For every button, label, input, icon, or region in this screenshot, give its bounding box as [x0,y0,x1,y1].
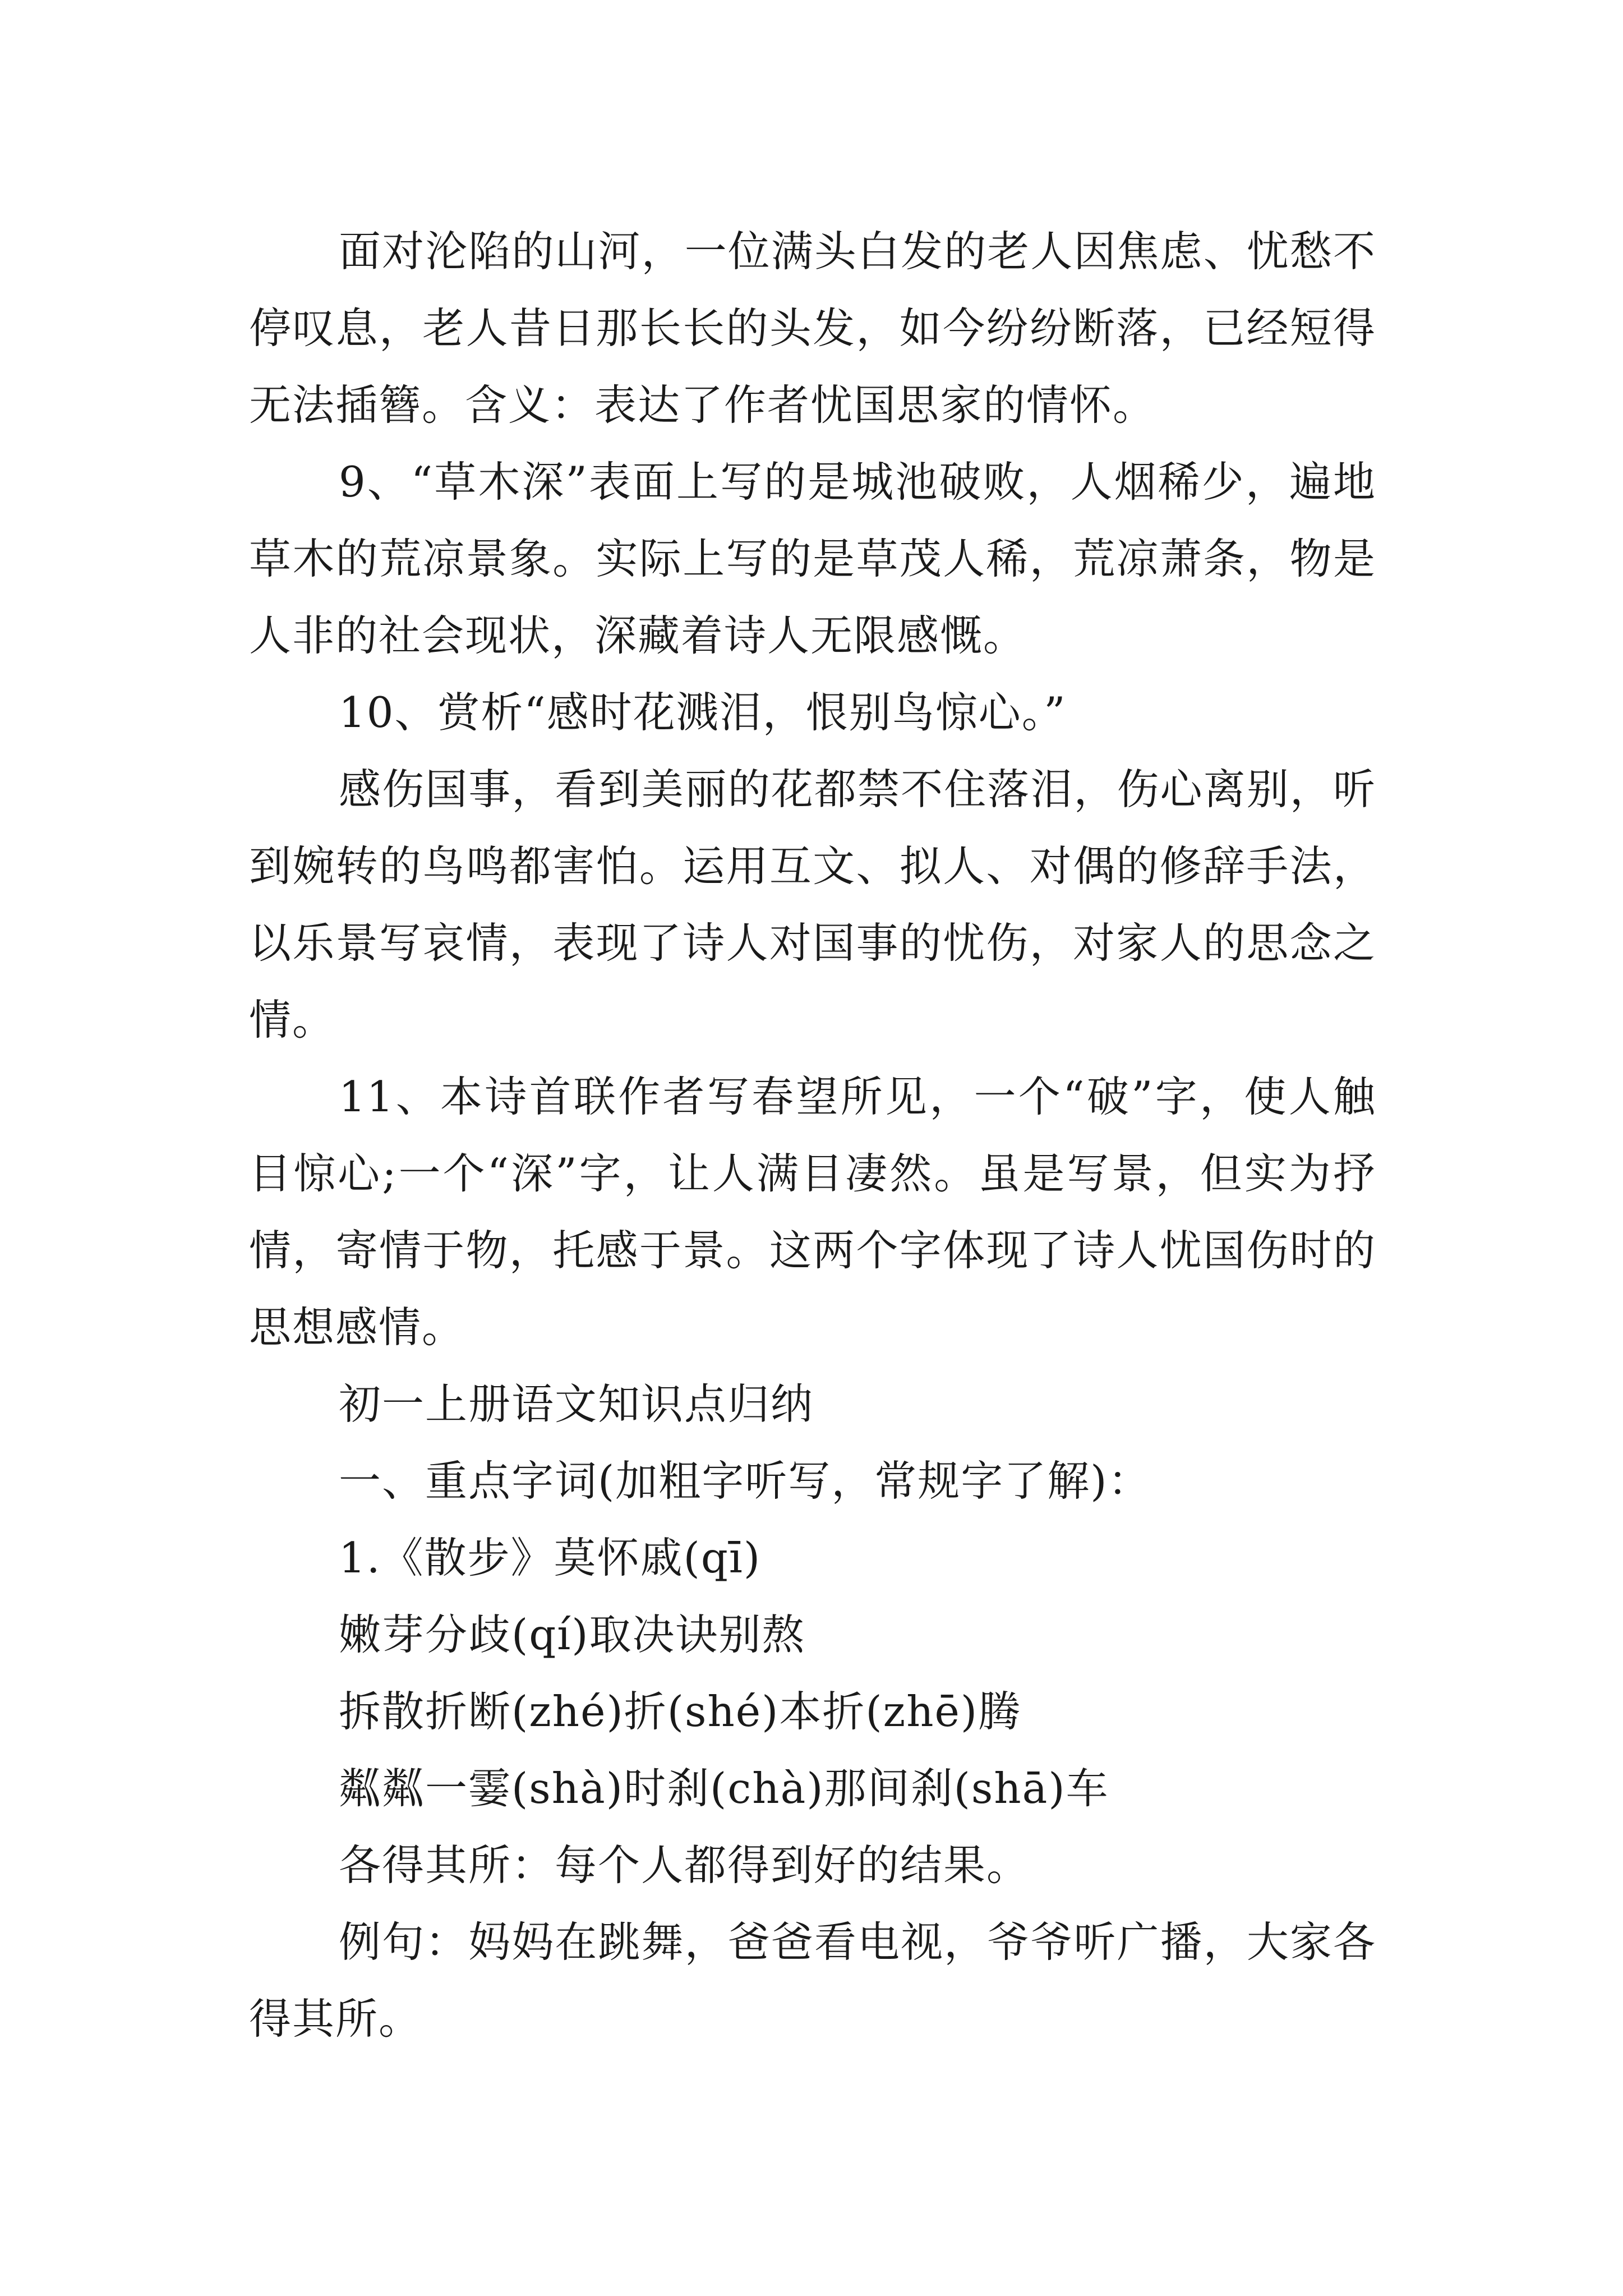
paragraph-item-10-heading: 10、赏析“感时花溅泪，恨别鸟惊心。” [339,688,1067,737]
subsection-heading: 一、重点字词(加粗字听写，常规字了解)： [339,1456,1151,1506]
vocab-line-3: 拆散折断(zhé)折(shé)本折(zhē)腾 [339,1687,1022,1736]
idiom-example: 例句：妈妈在跳舞，爸爸看电视，爷爷听广播，大家各得其所。 [249,1917,1376,2044]
paragraph-item-11: 11、本诗首联作者写春望所见，一个“破”字，使人触目惊心;一个“深”字，让人满目凄然。虽是写景，但实为抒情，寄情于物，托感于景。这两个字体现了诗人忧国伤时的思想感情。 [249,1072,1376,1352]
vocab-line-4: 粼粼一霎(shà)时刹(chà)那间刹(shā)车 [339,1764,1109,1813]
paragraph-item-9: 9、“草木深”表面上写的是城池破败，人烟稀少，遍地草木的荒凉景象。实际上写的是草茂人稀，荒凉萧条，物是人非的社会现状，深藏着诗人无限感慨。 [249,457,1376,660]
vocab-line-1: 1.《散步》莫怀戚(qī) [339,1533,762,1582]
section-heading: 初一上册语文知识点归纳 [339,1379,814,1429]
paragraph-rhetoric-explanation: 面对沦陷的山河，一位满头白发的老人因焦虑、忧愁不停叹息，老人昔日那长长的头发，如今纷纷断落，已经短得无法插簪。含义：表达了作者忧国思家的情怀。 [249,227,1376,430]
paragraph-item-10-analysis: 感伤国事，看到美丽的花都禁不住落泪，伤心离别，听到婉转的鸟鸣都害怕。运用互文、拟人、对偶的修辞手法，以乐景写哀情，表现了诗人对国事的忧伤，对家人的思念之情。 [249,765,1376,1045]
document-body [249,213,1376,2058]
vocab-line-2: 嫩芽分歧(qí)取决诀别熬 [339,1610,805,1659]
idiom-definition: 各得其所：每个人都得到好的结果。 [339,1841,1030,1890]
